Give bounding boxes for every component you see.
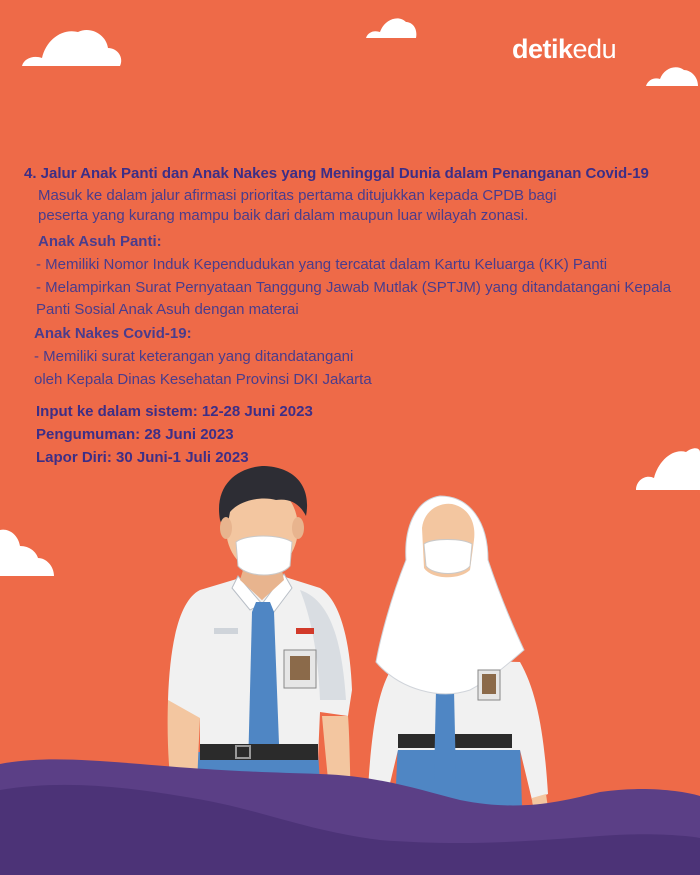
intro-line-1: Masuk ke dalam jalur afirmasi prioritas pertama ditujukkan kepada CPDB bagi	[38, 187, 557, 204]
schedule-announcement: Pengumuman: 28 Juni 2023	[36, 426, 234, 443]
logo-light-text: edu	[572, 34, 617, 64]
nakes-heading: Anak Nakes Covid-19:	[34, 325, 192, 342]
panti-line-1: - Memiliki Nomor Induk Kependudukan yang tercatat dalam Kartu Keluarga (KK) Panti	[36, 256, 608, 273]
schedule-input: Input ke dalam sistem: 12-28 Juni 2023	[36, 403, 313, 420]
nakes-line-1: - Memiliki surat keterangan yang ditandatangani	[34, 348, 354, 365]
cloud-top-left	[22, 30, 121, 66]
panti-line-3: Panti Sosial Anak Asuh dengan materai	[36, 301, 299, 318]
panti-heading: Anak Asuh Panti:	[38, 233, 162, 250]
detikedu-logo	[512, 34, 616, 65]
cloud-left-mid	[0, 530, 54, 576]
nakes-line-2: oleh Kepala Dinas Kesehatan Provinsi DKI Jakarta	[34, 371, 372, 388]
logo-bold-text: detik	[512, 34, 573, 64]
section-title: 4. Jalur Anak Panti dan Anak Nakes yang Meninggal Dunia dalam Penanganan Covid-19	[24, 165, 649, 182]
cloud-top-center	[366, 18, 416, 38]
cloud-top-right	[646, 67, 698, 86]
intro-line-2: peserta yang kurang mampu baik dari dalam maupun luar wilayah zonasi.	[38, 207, 529, 224]
schedule-report: Lapor Diri: 30 Juni-1 Juli 2023	[36, 449, 249, 466]
panti-line-2: - Melampirkan Surat Pernyataan Tanggung Jawab Mutlak (SPTJM) yang ditandatangani Kepala	[36, 279, 672, 296]
cloud-right-mid	[636, 448, 700, 490]
